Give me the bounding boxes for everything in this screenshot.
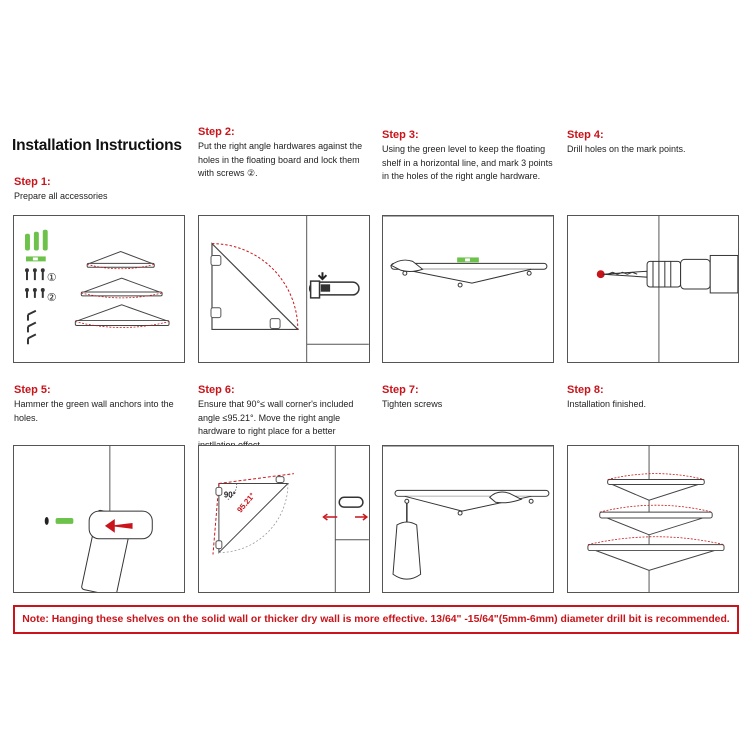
angle-90-label: 90°: [223, 490, 236, 500]
step-1: [14, 175, 184, 204]
step-2-illustration: [198, 215, 370, 363]
step-7-text: Tighten screws: [382, 399, 443, 409]
bracket-zoom: [310, 281, 359, 298]
screwdriver-icon: [393, 503, 421, 579]
drill-icon: [597, 255, 738, 292]
step-1-text: Prepare all accessories: [14, 191, 108, 201]
note-banner: Note: Hanging these shelves on the solid wall or thicker dry wall is more effective. 13/64" -15/64"(5mm-6mm) diameter drill bit is recommended.: [13, 605, 739, 634]
page-title: Installation Instructions: [12, 137, 182, 154]
step-8: [567, 383, 737, 412]
bracket-icons: [28, 311, 36, 345]
step-3: [382, 128, 558, 184]
step-8-illustration: [567, 445, 739, 593]
step-6-illustration: [198, 445, 370, 593]
wall-anchor-icons: [25, 230, 48, 251]
hand-icon: [391, 260, 423, 271]
step-2-text: Put the right angle hardwares against the holes in the floating board and lock them with screws ②.: [198, 141, 363, 178]
step-3-label: Step 3:: [382, 129, 419, 141]
step-3-text: Using the green level to keep the floating shelf in a horizontal line, and mark 3 points in the holes of the right angle hardware.: [382, 144, 553, 181]
step-6-label: Step 6:: [198, 384, 235, 396]
mini-level-icon: [26, 256, 46, 261]
step-2: [198, 125, 374, 181]
shelf-top-view: [212, 244, 298, 330]
step-5: [14, 383, 184, 425]
step-5-text: Hammer the green wall anchors into the holes.: [14, 399, 174, 423]
step-1-illustration: [13, 215, 185, 363]
marker-1: ①: [46, 271, 57, 285]
step-7: [382, 383, 552, 412]
screw-icons: [25, 268, 45, 298]
step-4-label: Step 4:: [567, 129, 604, 141]
step-8-label: Step 8:: [567, 384, 604, 396]
step-5-label: Step 5:: [14, 384, 51, 396]
step-8-text: Installation finished.: [567, 399, 647, 409]
step-3-illustration: [382, 215, 554, 363]
step-7-illustration: [382, 445, 554, 593]
step-1-label: Step 1:: [14, 176, 51, 188]
angle-95-label: 95.21°: [235, 491, 257, 515]
step-4: [567, 128, 737, 157]
step-7-label: Step 7:: [382, 384, 419, 396]
step-4-illustration: [567, 215, 739, 363]
step-6-text: Ensure that 90°≤ wall corner's included angle ≤95.21°. Move the right angle hardware to right place for a better: [198, 399, 354, 436]
green-anchor-icon: [56, 518, 74, 524]
step-6: [198, 383, 374, 452]
marker-2: ②: [46, 290, 57, 304]
hammer-icon: [81, 510, 152, 592]
step-2-label: Step 2:: [198, 126, 235, 138]
wall-hole: [45, 517, 49, 525]
step-5-illustration: [13, 445, 185, 593]
corner-shelf-icons: [75, 252, 169, 326]
step-4-text: Drill holes on the mark points.: [567, 144, 686, 154]
bracket-adjust: [323, 497, 366, 520]
